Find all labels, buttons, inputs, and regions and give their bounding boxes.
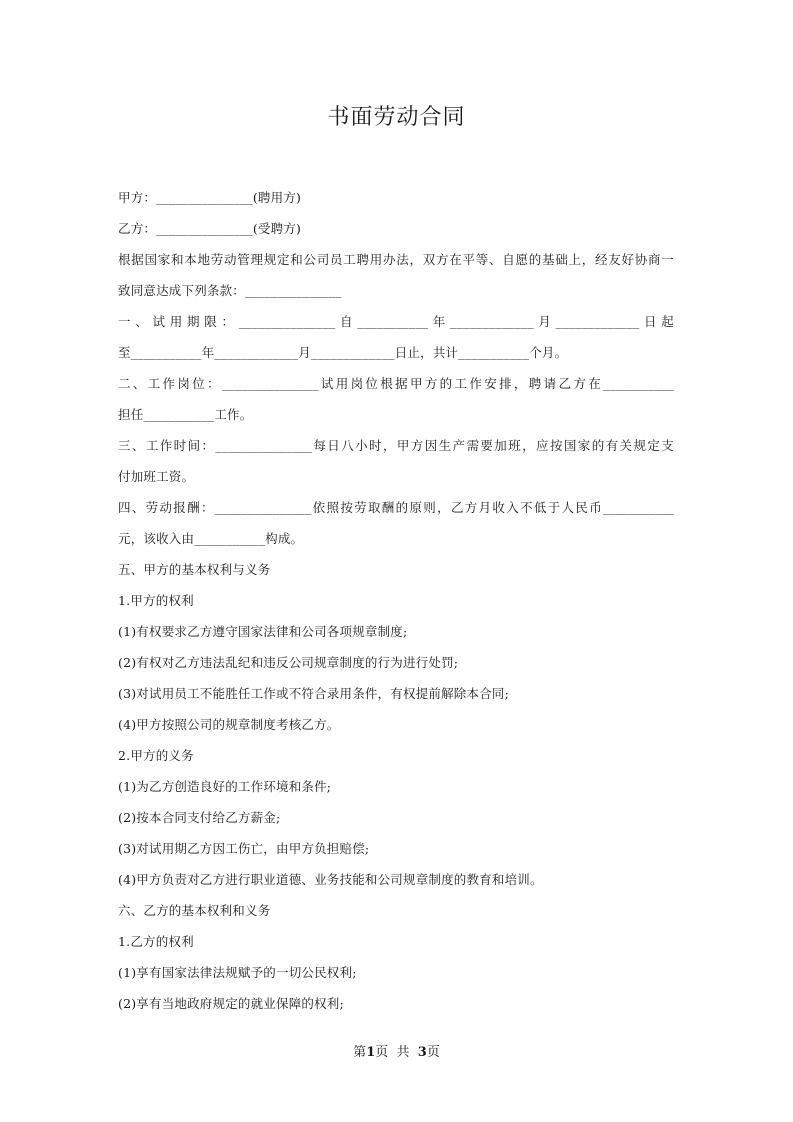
page-number-footer — [0, 1041, 793, 1060]
list-item: (4)甲方按照公司的规章制度考核乙方。 — [118, 717, 340, 732]
subheading-party-b-rights: 1.乙方的权利 — [118, 934, 194, 949]
list-item: (1)享有国家法律法规赋予的一切公民权利; — [118, 965, 357, 980]
clause-hours-line-2: 付加班工资。 — [118, 469, 195, 484]
clause-pay-line-1: 四、劳动报酬：_______________依照按劳取酬的原则，乙方月收入不低于人民币___________ — [118, 500, 674, 515]
preamble-line-1: 根据国家和本地劳动管理规定和公司员工聘用办法，双方在平等、自愿的基础上，经友好协商一 — [118, 252, 674, 267]
clause-probation-line-1: 一、试用期限：_______________自___________年_____________月_____________日起 — [118, 314, 674, 329]
list-item: (2)有权对乙方违法乱纪和违反公司规章制度的行为进行处罚; — [118, 655, 459, 670]
party-b-line: 乙方：_______________(受聘方) — [118, 221, 302, 236]
page-mid: 页 共 — [375, 1045, 418, 1060]
section-heading-party-a: 五、甲方的基本权利与义务 — [118, 562, 271, 577]
list-item: (2)享有当地政府规定的就业保障的权利; — [118, 996, 344, 1011]
document-body — [118, 182, 674, 1019]
page-suffix: 页 — [426, 1045, 440, 1060]
list-item: (4)甲方负责对乙方进行职业道德、业务技能和公司规章制度的教育和培训。 — [118, 872, 543, 887]
clause-probation-line-2: 至___________年_____________月_____________日止，共计___________个月。 — [118, 345, 568, 360]
list-item: (3)对试用员工不能胜任工作或不符合录用条件，有权提前解除本合同; — [118, 686, 510, 701]
document-title: 书面劳动合同 — [327, 105, 466, 130]
section-heading-party-b: 六、乙方的基本权利和义务 — [118, 903, 271, 918]
clause-position-line-2: 担任___________工作。 — [118, 407, 253, 422]
list-item: (3)对试用期乙方因工伤亡，由甲方负担赔偿; — [118, 841, 370, 856]
subheading-party-a-rights: 1.甲方的权利 — [118, 593, 194, 608]
page-prefix: 第 — [353, 1045, 367, 1060]
page-current: 1 — [366, 1045, 376, 1060]
list-item: (1)为乙方创造良好的工作环境和条件; — [118, 779, 332, 794]
list-item: (2)按本合同支付给乙方薪金; — [118, 810, 281, 825]
clause-pay-line-2: 元，该收入由___________构成。 — [118, 531, 304, 546]
subheading-party-a-duties: 2.甲方的义务 — [118, 748, 194, 763]
page-total: 3 — [417, 1045, 427, 1060]
preamble-line-2: 致同意达成下列条款：_______________ — [118, 283, 342, 298]
clause-position-line-1: 二、工作岗位：_______________试用岗位根据甲方的工作安排，聘请乙方在___________ — [118, 376, 674, 391]
list-item: (1)有权要求乙方遵守国家法律和公司各项规章制度; — [118, 624, 408, 639]
clause-hours-line-1: 三、工作时间：_______________每日八小时，甲方因生产需要加班，应按国家的有关规定支 — [118, 438, 674, 453]
party-a-line: 甲方：_______________(聘用方) — [118, 190, 302, 205]
